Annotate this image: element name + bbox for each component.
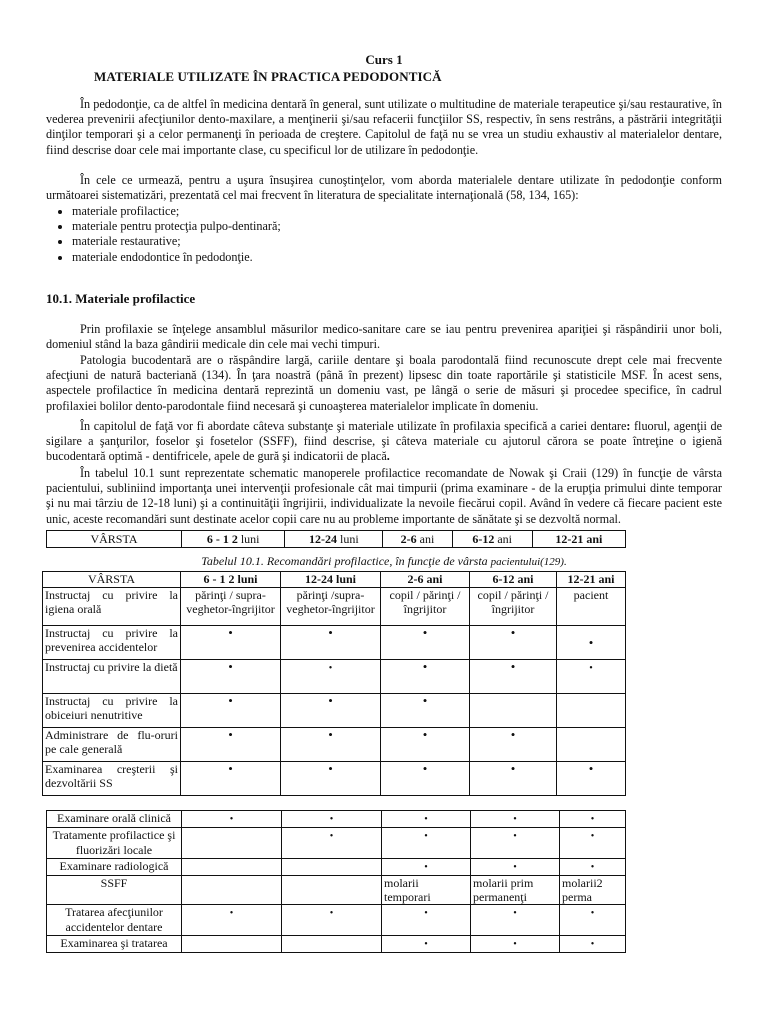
header-cell: 6 - 1 2 luni bbox=[181, 572, 281, 588]
header-cell: 12-24 luni bbox=[281, 572, 381, 588]
check-dot: • bbox=[229, 814, 234, 825]
table-cell bbox=[560, 828, 626, 859]
table-cell bbox=[281, 660, 381, 694]
check-dot: • bbox=[422, 727, 428, 742]
check-dot: • bbox=[328, 693, 333, 708]
table-cell bbox=[282, 828, 382, 859]
check-dot: • bbox=[422, 761, 428, 776]
intro-paragraph-1 bbox=[46, 97, 722, 158]
table-cell bbox=[470, 762, 557, 796]
check-dot: • bbox=[328, 625, 333, 640]
row-label: Tratarea afecţiunilor accidentelor dentare bbox=[47, 905, 182, 936]
check-dot: • bbox=[424, 939, 428, 950]
section-paragraph-4-text: În tabelul 10.1 sunt reprezentate schematic manoperele profilactice recomandate de Nowak şi Craii (129) în funcţie de vârsta pacientului, subliniind importanţa unei intervenţii profesionale cât mai timpurii (prima examinare - de la erupţia primului dinte temporar şi nu mai târziu de 12-18 luni) şi a continuităţii îngrijirii, individualizate la nevoile fiecărui copil. Având în vedere că fiecare pacient este unic, aceste recomandări sunt destinate acelor copii care nu au probleme importante de sănătate şi se dezvoltă normal. bbox=[46, 466, 722, 526]
check-dot: • bbox=[228, 761, 233, 776]
table-cell bbox=[470, 626, 557, 660]
check-dot: • bbox=[329, 831, 334, 842]
check-dot: • bbox=[424, 908, 428, 919]
table-cell bbox=[382, 811, 471, 828]
check-dot: • bbox=[228, 625, 233, 640]
check-dot: • bbox=[588, 761, 594, 776]
table-header-row bbox=[43, 572, 626, 588]
table-row bbox=[47, 876, 626, 905]
table-cell bbox=[382, 905, 471, 936]
table-cell bbox=[282, 811, 382, 828]
table-cell bbox=[560, 936, 626, 953]
table-cell bbox=[281, 626, 381, 660]
check-dot: • bbox=[328, 761, 333, 776]
table-cell bbox=[557, 694, 626, 728]
age-label: VÂRSTA bbox=[47, 531, 182, 548]
section-paragraph-3-text-b: fluorul, agenţii de sigilare a şanţurilor, foselor şi fosetelor (SSFF), fiind descrise, şi câteva materiale cu ajutorul cărora se poate întreţine o igienă bucodentară optimă - dentifricele, apele de gură şi indicatorii de placă bbox=[46, 419, 722, 464]
check-dot: • bbox=[589, 663, 593, 674]
header-cell: 2-6 ani bbox=[381, 572, 470, 588]
table-cell bbox=[471, 936, 560, 953]
table-cell: copil / părinţi / îngrijitor bbox=[470, 588, 557, 626]
row-label: Instructaj cu privire la igiena orală bbox=[43, 588, 181, 626]
check-dot: • bbox=[590, 831, 595, 842]
intro-paragraph-1-text: În pedodonţie, ca de altfel în medicina dentară în general, sunt utilizate o multitudine de materiale terapeutice şi/sau restaurative, în vederea prevenirii afecţiunilor dento-maxilare, a menţinerii şi/sau refacerii funcţiilor SS, respectiv, în sens restrâns, a păstrării integrităţii dinţilor temporari şi a celor permanenţi în perioada de creştere. Capitolul de faţă nu se vrea un studiu exhaustiv al materialelor dentare, fiind descrise doar cele mai importante clase, cu specificul lor de utilizare în pedodonţie. bbox=[46, 97, 722, 157]
check-dot: • bbox=[229, 908, 234, 919]
table-row bbox=[47, 905, 626, 936]
check-dot: • bbox=[588, 634, 594, 650]
table-cell: molarii prim permanenţi bbox=[471, 876, 560, 905]
table-cell bbox=[471, 811, 560, 828]
check-dot: • bbox=[228, 727, 233, 742]
table-cell bbox=[182, 811, 282, 828]
table-cell bbox=[471, 828, 560, 859]
table-row bbox=[47, 859, 626, 876]
row-label: Instructaj cu privire la prevenirea accidentelor bbox=[43, 626, 181, 660]
check-dot: • bbox=[590, 862, 595, 873]
table-cell bbox=[471, 905, 560, 936]
table-cell bbox=[182, 859, 282, 876]
check-dot: • bbox=[328, 663, 333, 674]
list-item: • materiale endodontice în pedodonţie. bbox=[72, 250, 281, 265]
section-paragraph-2-text: Patologia bucodentară are o răspândire largă, cariile dentare şi boala parodontală fiind recunoscute drept cele mai frecvente afecţiuni de natură bacteriană (134). În ţara noastră (până în prezent) lipsesc din toate raportările şi statisticile MSF. În acest sens, aspectele profilactice în medicina dentară reprezintă un domeniu vast, pe lângă o serie de măsuri şi procedee specifice, în cadrul profilaxiei bolilor dento-parodontale fiind necesară şi cunoaşterea materialelor implicate în domeniu. bbox=[46, 353, 722, 413]
age-header-table bbox=[46, 530, 626, 548]
table-cell bbox=[181, 660, 281, 694]
intro-paragraph-2-text: În cele ce urmează, pentru a uşura însuşirea cunoştinţelor, vom aborda materialele dentare utilizate în pedodonţie conform următoarei sistematizări, prezentată cel mai frecvent în literatura de specialitate internaţională (58, 134, 165): bbox=[46, 173, 722, 203]
row-label: Administrare de flu-oruri pe cale generală bbox=[43, 728, 181, 762]
age-col: 2-6 ani bbox=[383, 531, 452, 548]
row-label: Instructaj cu privire la obiceiuri nenutritive bbox=[43, 694, 181, 728]
table-cell bbox=[470, 660, 557, 694]
table-row bbox=[47, 811, 626, 828]
table-row bbox=[43, 728, 626, 762]
list-item: • materiale pentru protecţia pulpo-dentinară; bbox=[72, 219, 281, 234]
section-paragraph-4 bbox=[46, 466, 722, 527]
table-cell bbox=[181, 694, 281, 728]
table-cell bbox=[281, 728, 381, 762]
check-dot: • bbox=[424, 831, 428, 842]
header-cell: 12-21 ani bbox=[557, 572, 626, 588]
row-label: SSFF bbox=[47, 876, 182, 905]
row-label: Instructaj cu privire la dietă bbox=[43, 660, 181, 694]
table-cell bbox=[557, 728, 626, 762]
list-item: • materiale profilactice; bbox=[72, 204, 281, 219]
table-cell bbox=[182, 905, 282, 936]
table-caption: Tabelul 10.1. Recomandări profilactice, în funcţie de vârsta pacientului(129). bbox=[201, 554, 567, 568]
section-paragraph-3-colon: : bbox=[626, 419, 631, 433]
table-cell bbox=[470, 728, 557, 762]
table-cell: pacient bbox=[557, 588, 626, 626]
table-cell bbox=[282, 859, 382, 876]
table-cell bbox=[182, 936, 282, 953]
table-cell bbox=[471, 859, 560, 876]
table-cell bbox=[560, 811, 626, 828]
section-paragraph-2 bbox=[46, 353, 722, 414]
table-cell bbox=[382, 936, 471, 953]
table-row bbox=[43, 588, 626, 626]
header-cell: VÂRSTA bbox=[43, 572, 181, 588]
check-dot: • bbox=[513, 939, 517, 950]
table-cell bbox=[557, 660, 626, 694]
row-label: Examinare radiologică bbox=[47, 859, 182, 876]
row-label: Tratamente profilactice şi fluorizări locale bbox=[47, 828, 182, 859]
check-dot: • bbox=[228, 693, 233, 708]
procedures-table bbox=[46, 810, 626, 953]
table-cell bbox=[381, 728, 470, 762]
table-cell bbox=[181, 728, 281, 762]
table-cell bbox=[182, 876, 282, 905]
check-dot: • bbox=[510, 727, 516, 742]
check-dot: • bbox=[422, 659, 428, 674]
table-cell bbox=[557, 626, 626, 660]
materials-list bbox=[58, 204, 281, 265]
check-dot: • bbox=[590, 814, 595, 825]
check-dot: • bbox=[513, 908, 517, 919]
table-cell bbox=[382, 828, 471, 859]
table-row bbox=[43, 626, 626, 660]
age-col: 12-24 luni bbox=[285, 531, 383, 548]
table-cell bbox=[470, 694, 557, 728]
table-cell: părinţi / supra-veghetor-îngrijitor bbox=[181, 588, 281, 626]
table-row bbox=[43, 694, 626, 728]
age-col: 6 - 1 2 luni bbox=[182, 531, 285, 548]
check-dot: • bbox=[590, 939, 595, 950]
header-cell: 6-12 ani bbox=[470, 572, 557, 588]
table-cell bbox=[381, 762, 470, 796]
check-dot: • bbox=[510, 625, 516, 640]
section-paragraph-3 bbox=[46, 419, 722, 465]
age-col: 12-21 ani bbox=[532, 531, 625, 548]
section-paragraph-1-text: Prin profilaxie se înţelege ansamblul măsurilor medico-sanitare care se iau pentru prevenirea apariţiei şi răspândirii unor boli, domeniul stând la baza gândirii medicale din cele mai vechi timpuri. bbox=[46, 322, 722, 352]
check-dot: • bbox=[513, 862, 517, 873]
section-heading: 10.1. Materiale profilactice bbox=[46, 291, 196, 306]
table-cell: molarii2 perma bbox=[560, 876, 626, 905]
table-cell bbox=[382, 859, 471, 876]
table-row bbox=[47, 828, 626, 859]
check-dot: • bbox=[329, 814, 334, 825]
row-label: Examinarea şi tratarea bbox=[47, 936, 182, 953]
table-cell bbox=[560, 859, 626, 876]
check-dot: • bbox=[424, 814, 428, 825]
list-item: • materiale restaurative; bbox=[72, 234, 281, 249]
check-dot: • bbox=[228, 659, 233, 674]
table-row bbox=[47, 936, 626, 953]
table-cell bbox=[281, 694, 381, 728]
table-cell bbox=[181, 762, 281, 796]
table-cell bbox=[281, 762, 381, 796]
check-dot: • bbox=[590, 908, 595, 919]
table-cell bbox=[182, 828, 282, 859]
intro-paragraph-2 bbox=[46, 173, 722, 203]
check-dot: • bbox=[510, 761, 516, 776]
table-cell bbox=[181, 626, 281, 660]
table-cell: părinţi /supra-veghetor-îngrijitor bbox=[281, 588, 381, 626]
table-cell bbox=[557, 762, 626, 796]
section-paragraph-1 bbox=[46, 322, 722, 352]
section-paragraph-3-text-a: În capitolul de faţă vor fi abordate câteva substanţe şi materiale utilizate în profilaxia specifică a cariei dentare bbox=[80, 419, 627, 433]
table-cell bbox=[381, 626, 470, 660]
row-label: Examinare orală clinică bbox=[47, 811, 182, 828]
table-cell bbox=[282, 876, 382, 905]
table-cell bbox=[381, 694, 470, 728]
section-paragraph-3-end: . bbox=[386, 449, 390, 464]
table-cell bbox=[282, 905, 382, 936]
check-dot: • bbox=[513, 814, 517, 825]
check-dot: • bbox=[329, 908, 334, 919]
check-dot: • bbox=[510, 659, 516, 674]
check-dot: • bbox=[424, 862, 428, 873]
document-title: MATERIALE UTILIZATE ÎN PRACTICA PEDODONTICĂ bbox=[94, 69, 442, 84]
table-cell bbox=[282, 936, 382, 953]
check-dot: • bbox=[422, 693, 428, 708]
table-row bbox=[43, 660, 626, 694]
age-col: 6-12 ani bbox=[452, 531, 532, 548]
table-cell bbox=[560, 905, 626, 936]
check-dot: • bbox=[513, 831, 517, 842]
table-cell: copil / părinţi / îngrijitor bbox=[381, 588, 470, 626]
recommendations-table bbox=[42, 571, 626, 796]
table-cell: molarii temporari bbox=[382, 876, 471, 905]
check-dot: • bbox=[328, 727, 333, 742]
table-cell bbox=[381, 660, 470, 694]
course-title: Curs 1 bbox=[365, 52, 403, 67]
row-label: Examinarea creşterii şi dezvoltării SS bbox=[43, 762, 181, 796]
table-row bbox=[43, 762, 626, 796]
check-dot: • bbox=[422, 625, 428, 640]
